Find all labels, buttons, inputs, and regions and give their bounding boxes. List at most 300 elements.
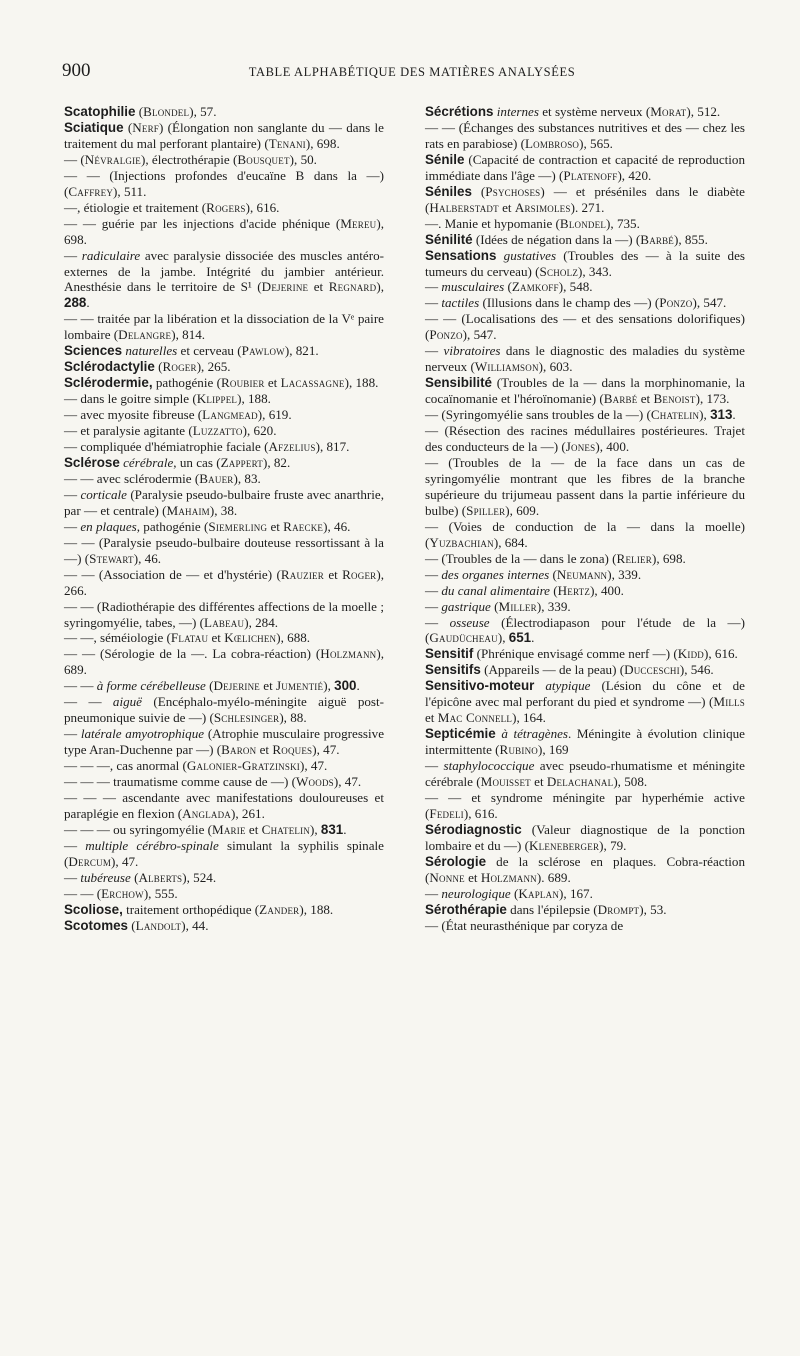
author-name: Zappert bbox=[220, 454, 263, 470]
index-entry bbox=[425, 646, 745, 662]
author-name: Holzmann bbox=[480, 869, 537, 885]
entry-text: ( bbox=[130, 869, 139, 885]
entry-text: ), 50. bbox=[289, 151, 317, 167]
entry-text: à tétragènes bbox=[501, 726, 569, 742]
entry-headword: Sécrétions bbox=[425, 104, 494, 119]
entry-text: à forme cérébelleuse bbox=[96, 678, 206, 694]
entry-text: ), 400. bbox=[595, 439, 630, 455]
entry-text: ), 547. bbox=[462, 327, 497, 343]
entry-text: et cerveau ( bbox=[177, 343, 242, 359]
index-entry bbox=[64, 455, 384, 471]
author-name: Halberstadt bbox=[429, 199, 499, 215]
author-name: Dercum bbox=[68, 853, 112, 869]
entry-text: ), bbox=[309, 821, 321, 837]
author-name: Jumentié bbox=[276, 678, 324, 694]
author-name: Ponzo bbox=[659, 295, 693, 311]
author-name: Delachanal bbox=[546, 774, 614, 790]
index-entry bbox=[64, 822, 384, 838]
entry-headword: 313 bbox=[710, 407, 733, 423]
index-entry bbox=[425, 279, 745, 295]
index-entry bbox=[64, 215, 388, 248]
entry-text: ( bbox=[205, 678, 214, 694]
index-entry bbox=[425, 232, 745, 248]
entry-text: et bbox=[323, 566, 343, 582]
entry-headword: 651 bbox=[508, 630, 532, 646]
entry-text: — — — ascendante avec manifestations douloureuses et paraplégie en flexion ( bbox=[64, 789, 388, 821]
author-name: Anglada bbox=[182, 805, 232, 821]
entry-text: ), 169 bbox=[537, 742, 569, 758]
author-name: Rogers bbox=[206, 199, 246, 215]
entry-text: (Troubles des — à la suite des tumeurs du cerveau) ( bbox=[425, 247, 749, 279]
author-name: Tenani bbox=[268, 135, 306, 151]
entry-headword: Scatophilie bbox=[64, 104, 136, 119]
entry-text: . bbox=[86, 295, 90, 311]
index-entry bbox=[425, 151, 749, 184]
author-name: Fedeli bbox=[429, 805, 464, 821]
entry-text: ( bbox=[135, 104, 144, 119]
entry-text: ), 38. bbox=[209, 502, 238, 518]
entry-text: ), 400. bbox=[590, 582, 624, 598]
entry-text: ), 817. bbox=[315, 439, 350, 455]
entry-text: ), 511. bbox=[113, 183, 147, 199]
author-name: Gaudücheau bbox=[429, 630, 498, 646]
entry-text: — dans le goitre simple ( bbox=[64, 391, 197, 407]
index-entry bbox=[425, 551, 745, 567]
entry-text: ), 684. bbox=[493, 534, 528, 550]
entry-text: ) (Élongation non sanglante du — dans le traitement du mal perforant plantaire) ( bbox=[64, 119, 388, 151]
entry-text: (Encéphalo-myélo-méningite aiguë post-pneumonique suivie de —) ( bbox=[64, 694, 385, 726]
entry-text: , pathogénie ( bbox=[136, 518, 209, 534]
index-entry bbox=[64, 152, 384, 168]
entry-text: et bbox=[245, 821, 262, 837]
entry-text: simulant la syphilis spinale ( bbox=[64, 837, 388, 869]
entry-text: (Valeur diagnostique de la ponction lombaire et du —) ( bbox=[425, 821, 749, 853]
author-name: Bauer bbox=[199, 470, 234, 486]
index-entry bbox=[425, 821, 749, 854]
author-name: Langmead bbox=[202, 407, 258, 423]
entry-text: . bbox=[356, 678, 360, 694]
author-name: Scholz bbox=[539, 263, 579, 279]
entry-text: ), 188. bbox=[237, 391, 271, 407]
entry-text: ), 47. bbox=[312, 742, 340, 758]
index-entry bbox=[425, 407, 745, 423]
entry-text: ), 164. bbox=[512, 710, 546, 726]
entry-text bbox=[534, 678, 545, 693]
index-entry bbox=[64, 789, 388, 822]
entry-text: et bbox=[260, 678, 277, 694]
author-name: Rauzier bbox=[280, 566, 324, 582]
entry-text: ), 565. bbox=[579, 135, 613, 151]
entry-text: et bbox=[267, 518, 284, 534]
entry-text: et bbox=[256, 742, 273, 758]
index-entry bbox=[425, 614, 749, 647]
entry-text: atypique bbox=[545, 678, 591, 694]
entry-text: ), 420. bbox=[617, 167, 652, 183]
author-name: Baron bbox=[221, 742, 257, 758]
entry-text: , un cas ( bbox=[173, 454, 221, 470]
index-entry bbox=[425, 726, 749, 758]
index-entry bbox=[425, 599, 745, 615]
entry-text: . bbox=[531, 630, 535, 646]
entry-text: dans l'épilepsie ( bbox=[506, 901, 598, 917]
entry-text: — (Troubles de la — dans le zona) ( bbox=[425, 550, 617, 566]
author-name: Delangre bbox=[118, 327, 172, 343]
entry-text: (Idées de négation dans la —) ( bbox=[472, 231, 641, 247]
entry-text: ), 284. bbox=[244, 614, 279, 630]
entry-text: ), 512. bbox=[686, 104, 721, 119]
entry-headword: Scotomes bbox=[64, 917, 128, 933]
author-name: Roubier bbox=[220, 375, 265, 391]
entry-text: et bbox=[637, 391, 654, 407]
author-name: Lombroso bbox=[524, 135, 580, 151]
entry-text: ( bbox=[154, 359, 163, 375]
entry-text: ), 735. bbox=[606, 215, 640, 231]
entry-text: et système nerveux ( bbox=[538, 104, 651, 119]
index-column-right bbox=[425, 104, 749, 934]
entry-text: — — (Radiothérapie des différentes affections de la moelle ; syringomyélie, tabes, —) ( bbox=[64, 598, 388, 630]
index-entry bbox=[425, 375, 749, 407]
entry-text: ( bbox=[510, 885, 519, 901]
entry-text: naturelles bbox=[125, 343, 178, 359]
entry-text: ( bbox=[504, 279, 512, 295]
author-name: Labeau bbox=[204, 614, 245, 630]
entry-text: cérébrale bbox=[123, 454, 174, 470]
entry-text: en plaques bbox=[80, 518, 137, 534]
author-name: Barbé bbox=[640, 231, 675, 247]
author-name: Blondel bbox=[559, 215, 607, 231]
entry-text: ), 555. bbox=[143, 885, 178, 901]
index-entry bbox=[425, 216, 745, 232]
author-name: Rubino bbox=[499, 742, 538, 758]
entry-text: ( bbox=[549, 566, 557, 582]
entry-text: radiculaire bbox=[81, 247, 141, 263]
entry-text: vibratoires bbox=[443, 343, 501, 359]
index-entry bbox=[425, 454, 749, 519]
entry-headword: Sénilité bbox=[425, 231, 473, 247]
page-number: 900 bbox=[62, 60, 91, 81]
index-entry bbox=[64, 167, 388, 200]
entry-text: ( bbox=[550, 582, 558, 598]
author-name: Barbé bbox=[603, 391, 638, 407]
author-name: Galonier-Gratzinski bbox=[186, 758, 300, 774]
author-name: Ponzo bbox=[429, 327, 463, 343]
entry-headword: 831 bbox=[320, 821, 344, 837]
index-entry bbox=[425, 247, 749, 280]
entry-text: — — (Échanges des substances nutritives et des — chez les rats en parabiose) ( bbox=[425, 119, 749, 151]
entry-text: — — guérie par les injections d'acide phénique ( bbox=[64, 215, 341, 231]
author-name: Psychoses bbox=[485, 183, 541, 199]
entry-text: et bbox=[498, 199, 515, 215]
index-entry bbox=[425, 758, 749, 790]
index-entry bbox=[425, 183, 749, 216]
entry-text: ), 173. bbox=[695, 391, 730, 407]
entry-text: ), 47. bbox=[299, 758, 328, 774]
entry-text: — — ( bbox=[64, 885, 102, 901]
entry-text: ), 546. bbox=[679, 662, 714, 678]
entry-text: — — (Localisations des — et des sensations dolorifiques) ( bbox=[425, 311, 749, 343]
author-name: Nonne bbox=[429, 869, 465, 885]
entry-text: — bbox=[425, 758, 444, 774]
entry-text: et bbox=[464, 869, 481, 885]
entry-text: multiple cérébro-spinale bbox=[85, 837, 219, 853]
entry-text: ) — et préséniles dans le diabète ( bbox=[425, 183, 749, 215]
entry-text: ), bbox=[323, 678, 335, 694]
entry-text: et bbox=[425, 694, 749, 726]
entry-text: — (Troubles de la — de la face dans un cas de syringomyélie montrant que les fibres de la branche supérieure du trijumeau passent dans la partie inférieure du bulbe) ( bbox=[425, 454, 749, 518]
entry-text: — compliquée d'hémiatrophie faciale ( bbox=[64, 439, 269, 455]
entry-text: — — — ou syringomyélie ( bbox=[64, 821, 213, 837]
author-name: Caffrey bbox=[68, 183, 114, 199]
index-entry bbox=[425, 583, 745, 599]
entry-text: ), 616. bbox=[703, 646, 738, 662]
author-name: Holzmann bbox=[320, 646, 377, 662]
entry-text: aiguë bbox=[112, 694, 142, 710]
entry-headword: Sciences bbox=[64, 343, 123, 359]
author-name: Ducceschi bbox=[624, 662, 680, 678]
author-name: Nerf bbox=[132, 119, 159, 135]
entry-text: latérale amyotrophique bbox=[80, 726, 205, 742]
author-name: Mills bbox=[713, 694, 745, 710]
index-entry bbox=[64, 343, 384, 359]
index-entry bbox=[64, 104, 384, 120]
entry-text: ), 698. bbox=[64, 215, 388, 247]
entry-text: ), 167. bbox=[559, 885, 593, 901]
entry-text: — ( bbox=[64, 151, 85, 167]
index-entry bbox=[425, 662, 745, 678]
entry-text: ). 271. bbox=[570, 199, 605, 215]
index-entry bbox=[425, 567, 745, 583]
author-name: Stewart bbox=[89, 550, 134, 566]
entry-headword: Sérodiagnostic bbox=[425, 821, 522, 837]
index-column-left bbox=[64, 104, 388, 934]
index-entry bbox=[64, 247, 388, 312]
author-name: Roger bbox=[342, 566, 377, 582]
entry-text: ), 83. bbox=[233, 470, 261, 486]
entry-text: tubéreuse bbox=[80, 869, 131, 885]
entry-headword: Sérothérapie bbox=[425, 901, 507, 917]
author-name: Woods bbox=[295, 774, 334, 790]
entry-headword: Scoliose, bbox=[64, 901, 123, 917]
index-entry bbox=[64, 391, 384, 407]
index-entry bbox=[64, 471, 384, 487]
entry-text: ), 688. bbox=[276, 630, 311, 646]
index-entry bbox=[64, 200, 384, 216]
index-entry bbox=[425, 343, 749, 375]
entry-text: ), 53. bbox=[639, 901, 667, 917]
entry-text: avec pseudo-rhumatisme et méningite cérébrale ( bbox=[425, 758, 749, 790]
entry-text: — bbox=[64, 869, 81, 885]
entry-text: ), 57. bbox=[189, 104, 217, 119]
index-entry bbox=[64, 359, 384, 375]
author-name: Arsimoles bbox=[514, 199, 571, 215]
entry-text: — — (Sérologie de la —. La cobra-réaction) ( bbox=[64, 646, 321, 662]
author-name: Morat bbox=[650, 104, 687, 119]
entry-text: — bbox=[425, 343, 444, 359]
entry-text: dans le diagnostic des maladies du système nerveux ( bbox=[425, 343, 749, 375]
entry-text: — bbox=[64, 726, 81, 742]
entry-text: . Méningite à évolution clinique intermittente ( bbox=[425, 726, 749, 758]
entry-text: ( bbox=[123, 119, 133, 135]
entry-text bbox=[496, 248, 503, 263]
author-name: Chatelin bbox=[650, 407, 700, 423]
entry-text: traitement orthopédique ( bbox=[122, 901, 260, 917]
index-entry bbox=[425, 789, 749, 822]
entry-text: staphylococcique bbox=[443, 758, 535, 774]
entry-text: ), 88. bbox=[279, 710, 307, 726]
index-entry bbox=[64, 646, 388, 678]
entry-headword: Sensitivo-moteur bbox=[425, 678, 535, 694]
author-name: Landolt bbox=[135, 917, 182, 933]
index-entry bbox=[425, 104, 745, 120]
index-entry bbox=[64, 694, 384, 726]
entry-headword: Septicémie bbox=[425, 726, 496, 742]
entry-headword: Sclérodactylie bbox=[64, 359, 155, 375]
entry-text: ), 343. bbox=[578, 263, 612, 279]
entry-text: — (État neurasthénique par coryza de bbox=[425, 917, 624, 933]
author-name: Névralgie bbox=[84, 151, 141, 167]
index-entry bbox=[425, 518, 749, 551]
entry-text: musculaires bbox=[441, 279, 505, 295]
entry-text: ), 603. bbox=[538, 359, 573, 375]
entry-text: ), 547. bbox=[692, 295, 727, 311]
author-name: Bousquet bbox=[237, 151, 290, 167]
entry-text: ), 46. bbox=[323, 518, 351, 534]
entry-text: ), 47. bbox=[333, 774, 362, 790]
index-entry bbox=[64, 870, 384, 886]
author-name: Afzelius bbox=[268, 439, 316, 455]
entry-text: ), 689. bbox=[64, 646, 388, 678]
entry-headword: Séniles bbox=[425, 183, 472, 199]
entry-text: ), 47. bbox=[111, 853, 139, 869]
index-entry bbox=[64, 726, 388, 758]
entry-text: — bbox=[425, 582, 442, 598]
entry-text: (Troubles de la — dans la morphinomanie, la cocaïnomanie et l'héroïnomanie) ( bbox=[425, 375, 749, 407]
index-entry bbox=[64, 119, 388, 152]
index-entry bbox=[425, 902, 745, 918]
entry-text: — — —, cas anormal ( bbox=[64, 758, 187, 774]
author-name: Kleneberger bbox=[529, 837, 600, 853]
entry-text: . bbox=[343, 821, 347, 837]
author-name: Miller bbox=[498, 598, 537, 614]
entry-text: ), électrothérapie ( bbox=[140, 151, 238, 167]
entry-headword: Sciatique bbox=[64, 119, 124, 135]
author-name: Kidd bbox=[677, 646, 704, 662]
entry-text: ), 339. bbox=[536, 598, 571, 614]
index-entry bbox=[64, 519, 384, 535]
author-name: Platenoff bbox=[563, 167, 618, 183]
index-entry bbox=[64, 918, 384, 934]
entry-text: ), 616. bbox=[463, 805, 498, 821]
author-name: Mouisset bbox=[480, 774, 531, 790]
entry-headword: Sensibilité bbox=[425, 375, 492, 391]
entry-text: —, étiologie et traitement ( bbox=[64, 199, 207, 215]
entry-text: — avec myosite fibreuse ( bbox=[64, 407, 203, 423]
index-entry bbox=[425, 311, 749, 343]
index-entry bbox=[64, 566, 388, 599]
author-name: Chatelin bbox=[261, 821, 310, 837]
entry-text: — bbox=[425, 279, 442, 295]
entry-text: et bbox=[208, 630, 225, 646]
entry-text: corticale bbox=[80, 486, 127, 502]
entry-text: ), 265. bbox=[196, 359, 231, 375]
entry-text: pathogénie ( bbox=[152, 375, 221, 391]
author-name: Zamkoff bbox=[511, 279, 559, 295]
entry-headword: Sénile bbox=[425, 151, 465, 167]
author-name: Kaplan bbox=[518, 885, 560, 901]
entry-text: internes bbox=[496, 104, 539, 119]
index-entry bbox=[64, 774, 384, 790]
entry-text: ), 609. bbox=[505, 502, 540, 518]
index-entry bbox=[425, 295, 745, 311]
index-entry bbox=[64, 486, 388, 519]
entry-text: ), 266. bbox=[64, 566, 388, 598]
entry-text: — bbox=[425, 885, 442, 901]
index-entry bbox=[64, 758, 384, 774]
entry-text: — — bbox=[64, 678, 97, 694]
author-name: Yuzbachian bbox=[429, 534, 494, 550]
author-name: Mereu bbox=[340, 215, 377, 231]
entry-text: ), 82. bbox=[262, 454, 291, 470]
entry-text: ), bbox=[376, 279, 388, 295]
entry-text: ), 548. bbox=[558, 279, 593, 295]
entry-text: — — — traumatisme comme cause de —) ( bbox=[64, 774, 296, 790]
entry-text: ), 616. bbox=[245, 199, 280, 215]
index-entry bbox=[64, 423, 384, 439]
author-name: Dejerine bbox=[261, 279, 309, 295]
author-name: Hertz bbox=[557, 582, 591, 598]
index-entry bbox=[425, 886, 745, 902]
index-entry bbox=[425, 918, 745, 934]
entry-text: ), 698. bbox=[651, 550, 686, 566]
entry-headword: Sensitifs bbox=[425, 662, 481, 678]
entry-text: ), 339. bbox=[607, 566, 642, 582]
entry-headword: Sensitif bbox=[425, 646, 474, 662]
entry-headword: 300 bbox=[334, 678, 357, 694]
entry-text: — — (Association de — et d'hystérie) ( bbox=[64, 566, 281, 582]
page-header bbox=[62, 60, 762, 84]
author-name: Dejerine bbox=[213, 678, 261, 694]
author-name: Jones bbox=[565, 439, 596, 455]
author-name: Spiller bbox=[466, 502, 506, 518]
author-name: Relier bbox=[616, 550, 652, 566]
entry-text: tactiles bbox=[441, 295, 480, 311]
author-name: Flatau bbox=[170, 630, 209, 646]
entry-text: ( bbox=[128, 917, 136, 933]
entry-text: — et paralysie agitante ( bbox=[64, 423, 193, 439]
entry-text: des organes internes bbox=[441, 566, 550, 582]
entry-text: (Paralysie pseudo-bulbaire fruste avec anarthrie, par — et centrale) ( bbox=[64, 486, 388, 518]
entry-text: — bbox=[64, 486, 81, 502]
entry-text: (Phrénique envisagé comme nerf —) ( bbox=[473, 646, 678, 662]
entry-text: ), 188. bbox=[344, 375, 379, 391]
index-entry bbox=[64, 886, 384, 902]
index-entry bbox=[64, 407, 384, 423]
entry-headword: Sérologie bbox=[425, 853, 487, 869]
entry-text: ), 261. bbox=[231, 805, 265, 821]
entry-text: — bbox=[64, 837, 86, 853]
index-entry bbox=[425, 119, 749, 152]
entry-text: — — avec sclérodermie ( bbox=[64, 470, 200, 486]
entry-text: osseuse bbox=[449, 614, 490, 630]
entry-text: (Atrophie musculaire progressive type Aran-Duchenne par —) ( bbox=[64, 726, 388, 758]
entry-text: ), 508. bbox=[613, 774, 648, 790]
entry-text: du canal alimentaire bbox=[441, 582, 550, 598]
entry-headword: Sclérodermie, bbox=[64, 375, 153, 391]
entry-text: — bbox=[425, 566, 442, 582]
author-name: Kœlichen bbox=[224, 630, 277, 646]
author-name: Zander bbox=[259, 901, 300, 917]
index-entry bbox=[64, 598, 388, 631]
